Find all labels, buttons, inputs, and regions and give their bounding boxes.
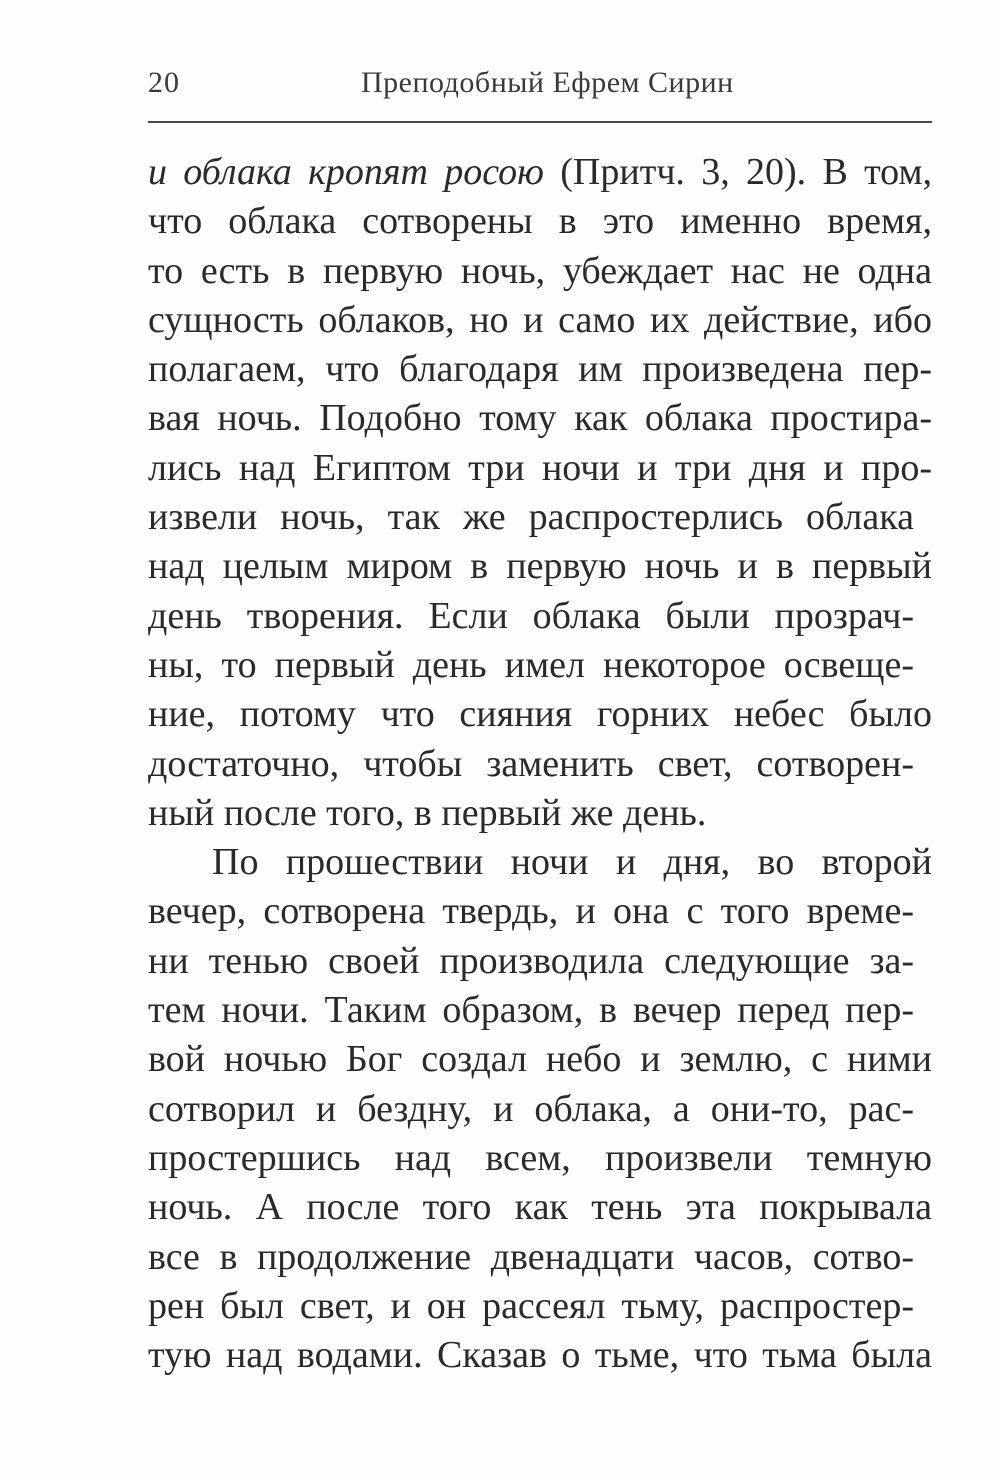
text-line: ный после того, в первый же день. xyxy=(148,791,707,834)
paragraph-first-line: По прошествии ночи и дня, во второй xyxy=(212,841,932,884)
text-line: сущность облаков, но и само их действие, ибо xyxy=(148,298,932,341)
running-head xyxy=(148,64,932,108)
text-line: день творения. Если облака были прозрач- xyxy=(148,594,914,637)
text-line: лись над Египтом три ночи и три дня и про- xyxy=(148,446,932,489)
text-line xyxy=(148,148,932,197)
text-line: простершись над всем, произвели темную xyxy=(148,1136,932,1179)
text-line: тем ночи. Таким образом, в вечер перед пер- xyxy=(148,989,914,1032)
text-line: все в продолжение двенадцати часов, сотво- xyxy=(148,1235,914,1278)
text-line: достаточно, чтобы заменить свет, сотворен- xyxy=(148,742,914,785)
text-line: что облака сотворены в это именно время, xyxy=(148,200,932,243)
text-line: рен был свет, и он рассеял тьму, распростер- xyxy=(148,1284,914,1327)
text-line: сотворил и бездну, и облака, а они-то, рас- xyxy=(148,1087,914,1130)
header-divider xyxy=(148,121,932,123)
page-number: 20 xyxy=(148,66,180,99)
text-line: вая ночь. Подобно тому как облака простира- xyxy=(148,397,932,440)
text-line: вой ночью Бог создал небо и землю, с ними xyxy=(148,1038,932,1081)
body-text xyxy=(148,148,932,1380)
text-line: ночь. А после того как тень эта покрывала xyxy=(148,1186,932,1229)
text-line: вечер, сотворена твердь, и она с того време- xyxy=(148,890,914,933)
text-line: ни тенью своей производила следующие за- xyxy=(148,939,914,982)
scripture-quote: и облака кропят росою xyxy=(148,151,544,193)
text-line: то есть в первую ночь, убеждает нас не одна xyxy=(148,249,932,292)
text-fragment: (Притч. 3, 20). В том, xyxy=(560,151,933,193)
running-title: Преподобный Ефрем Сирин xyxy=(361,66,734,99)
text-line: над целым миром в первую ночь и в первый xyxy=(148,545,932,588)
text-line: тую над водами. Сказав о тьме, что тьма была xyxy=(148,1334,932,1377)
text-line: ны, то первый день имел некоторое освеще- xyxy=(148,643,914,686)
text-line: ние, потому что сияния горних небес было xyxy=(148,693,932,736)
text-line: извели ночь, так же распростерлись облака xyxy=(148,496,914,539)
text-line: полагаем, что благодаря им произведена пер- xyxy=(148,348,932,391)
